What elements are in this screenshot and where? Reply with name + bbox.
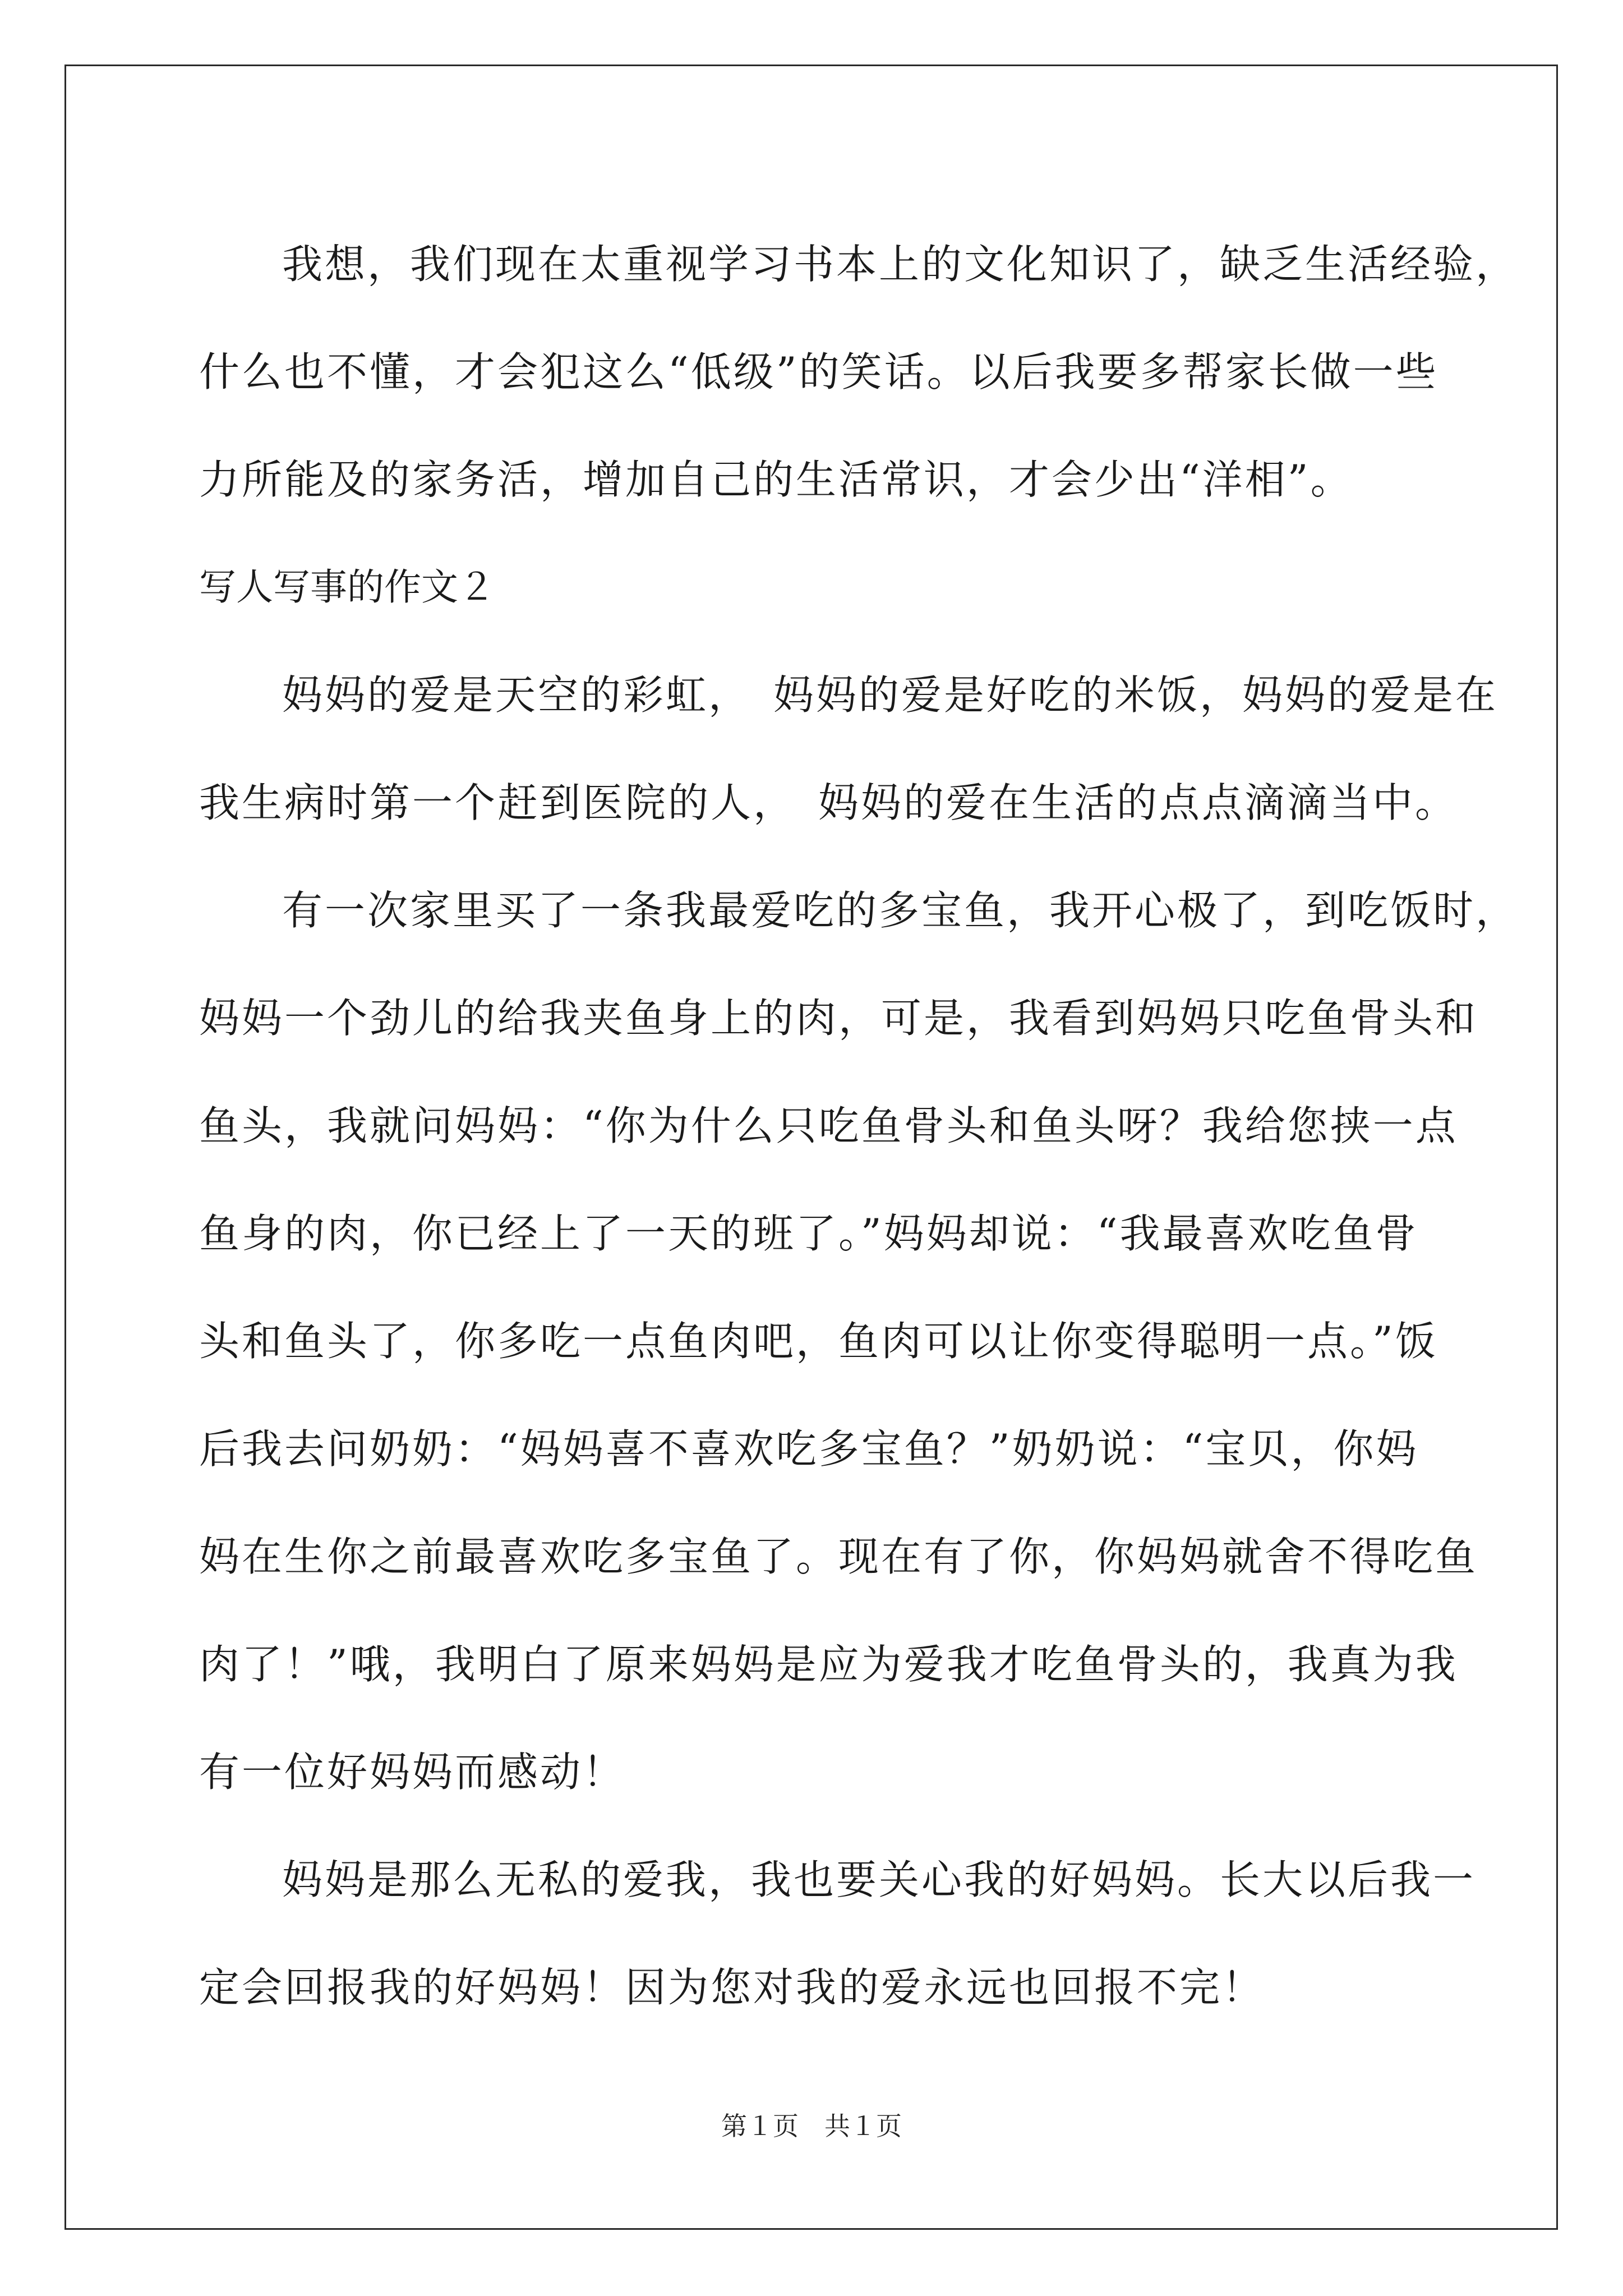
text-line: 什么也不懂，才会犯这么“低级”的笑话。以后我要多帮家长做一些 xyxy=(199,348,1438,395)
text-line: 鱼头，我就问妈妈：“你为什么只吃鱼骨头和鱼头呀？我给您挟一点 xyxy=(199,1102,1458,1149)
text-line: 妈妈的爱是天空的彩虹， 妈妈的爱是好吃的米饭，妈妈的爱是在 xyxy=(282,671,1498,719)
text-line: 有一次家里买了一条我最爱吃的多宝鱼，我开心极了，到吃饭时， xyxy=(282,887,1519,934)
text-line: 妈妈一个劲儿的给我夹鱼身上的肉，可是，我看到妈妈只吃鱼骨头和 xyxy=(199,995,1478,1042)
text-line: 肉了！”哦，我明白了原来妈妈是应为爱我才吃鱼骨头的，我真为我 xyxy=(199,1641,1458,1688)
text-line: 我想，我们现在太重视学习书本上的文化知识了，缺乏生活经验， xyxy=(282,241,1519,288)
paragraph-4 xyxy=(199,1826,1476,2041)
text-line: 力所能及的家务活，增加自己的生活常识，才会少出“洋相”。 xyxy=(199,456,1353,503)
document-body xyxy=(199,210,1519,2041)
text-line: 妈妈是那么无私的爱我，我也要关心我的好妈妈。长大以后我一 xyxy=(282,1856,1476,1903)
page-number-footer: 第１页 共１页 xyxy=(721,2111,902,2141)
text-line: 后我去问奶奶：“妈妈喜不喜欢吃多宝鱼？”奶奶说：“宝贝，你妈 xyxy=(199,1425,1419,1473)
text-line: 定会回报我的好妈妈！因为您对我的爱永远也回报不完！ xyxy=(199,1964,1265,2011)
paragraph-3 xyxy=(199,857,1519,1826)
text-line: 头和鱼头了，你多吃一点鱼肉吧，鱼肉可以让你变得聪明一点。”饭 xyxy=(199,1318,1438,1365)
section-heading: 写人写事的作文２ xyxy=(199,565,495,609)
paragraph-1 xyxy=(199,210,1519,533)
paragraph-2 xyxy=(199,641,1498,857)
text-line: 妈在生你之前最喜欢吃多宝鱼了。现在有了你，你妈妈就舍不得吃鱼 xyxy=(199,1533,1478,1580)
text-line: 鱼身的肉，你已经上了一天的班了。”妈妈却说：“我最喜欢吃鱼骨 xyxy=(199,1210,1418,1257)
text-line: 我生病时第一个赶到医院的人， 妈妈的爱在生活的点点滴滴当中。 xyxy=(199,779,1458,826)
text-line: 有一位好妈妈而感动！ xyxy=(199,1749,626,1796)
